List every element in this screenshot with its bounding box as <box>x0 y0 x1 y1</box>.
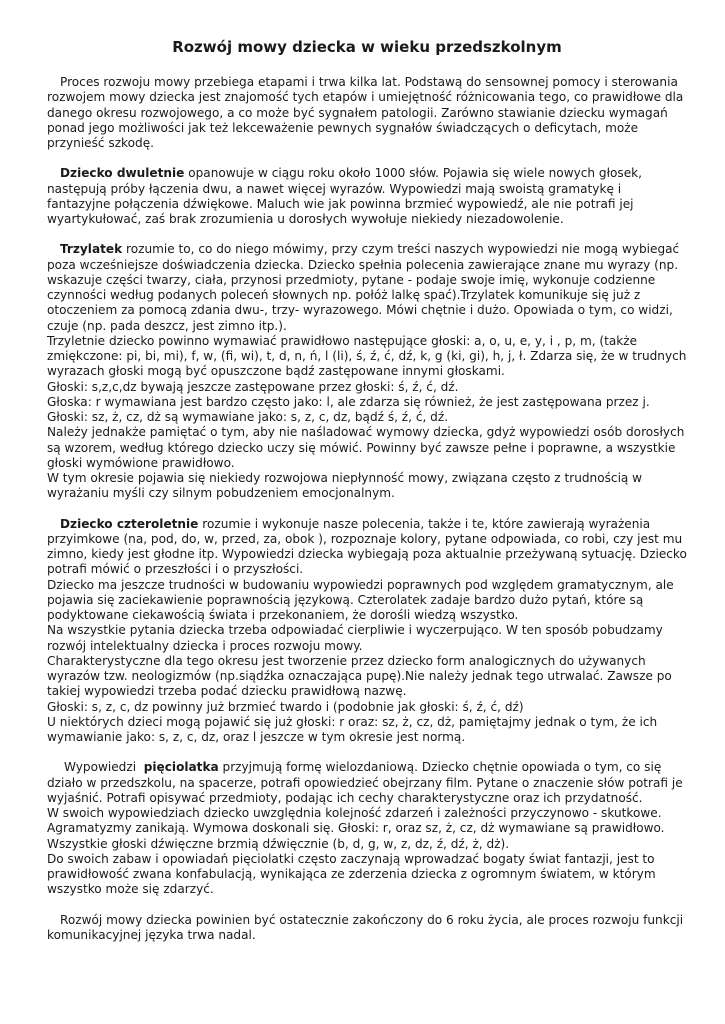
three-year-heading: Trzylatek <box>60 242 123 257</box>
three-year-line: W tym okresie pojawia się niekiedy rozwojowa niepłynność mowy, związana często z trudnością w wyrażaniu myśli czy silnym pobudzeniem emocjonalnym. <box>47 471 643 501</box>
page-title: Rozwój mowy dziecka w wieku przedszkolnym <box>172 38 562 56</box>
three-year-line: Głoska: r wymawiana jest bardzo często jako: l, ale zdarza się również, że jest zastępowana przez j. <box>47 394 650 409</box>
five-year-heading: pięciolatka <box>143 760 219 775</box>
three-year-line: Głoski: s,z,c,dz bywają jeszcze zastępowane przez głoski: ś, ź, ć, dź. <box>47 379 459 394</box>
five-year-line: W swoich wypowiedziach dziecko uwzględnia kolejność zdarzeń i zależności przyczynowo - skutkowe. Agramatyzmy zanikają. Wymowa doskonali się. Głoski: r, oraz sz, ż, cz, dż wymawiane są prawidłowo. Wszystkie głoski dźwięczne brzmią dźwięcznie (b, d, g, w, z, dz, ź, dź, ż, dż). <box>47 806 665 851</box>
four-year-line: Dziecko ma jeszcze trudności w budowaniu wypowiedzi poprawnych pod względem gramatycznym, ale pojawia się zaciekawienie poprawnością językową. Czterolatek zadaje bardzo dużo pytań, które są podyktowane ciekawością świata i przekonaniem, że dorośli wiedzą wszystko. <box>47 577 674 622</box>
five-year-prefix: Wypowiedzi <box>64 760 144 775</box>
four-year-line: Charakterystyczne dla tego okresu jest tworzenie przez dziecko form analogicznych do używanych wyrazów tzw. neologizmów (np.siądźka oznaczająca pupę).Nie należy jednak tego utrwalać. Zawsze po takiej wypowiedzi trzeba podać dziecku prawidłową nazwę. <box>47 653 672 699</box>
three-year-text: rozumie to, co do niego mówimy, przy czym treści naszych wypowiedzi nie mogą wybiegać poza wcześniejsze doświadczenia dziecka. Dziecko spełnia polecenia zawierające znane mu wyrazy (np. wskazuje części twarzy, ciała, przynosi przedmioty, pytane - podaje swoje imię, wykonuje codzienne czynności według podanych poleceń słownych np. połóż lalkę spać).Trzylatek komunikuje się już z otoczeniem za pomocą zdania dwu-, trzy- wyrazowego. Mówi chętnie i dużo. Opowiada o tym, co widzi, czuje (np. pada deszcz, jest zimno itp.). <box>47 242 680 333</box>
four-year-line: U niektórych dzieci mogą pojawić się już głoski: r oraz: sz, ż, cz, dż, pamiętajmy jednak o tym, że ich wymawianie jako: s, z, c, dz, oraz l jeszcze w tym okresie jest normą. <box>47 714 658 744</box>
four-year-heading: Dziecko czteroletnie <box>60 516 199 531</box>
five-year-line: Do swoich zabaw i opowiadań pięciolatki często zaczynają wprowadzać bogaty świat fantazji, jest to prawidłowość zwana konfabulacją, wynikająca ze zderzenia dziecka z ogromnym światem, w którym wszystko może się zdarzyć. <box>47 851 656 897</box>
paragraph-gap <box>47 898 687 913</box>
paragraph-gap <box>47 227 687 242</box>
intro-paragraph: Proces rozwoju mowy przebiega etapami i trwa kilka lat. Podstawą do sensownej pomocy i sterowania rozwojem mowy dziecka jest znajomość tych etapów i umiejętność różnicowania tego, co prawidłowe dla danego okresu rozwojowego, a co może być sygnałem patologii. Zarówno stawianie dziecku wymagań ponad jego możliwości jak też lekceważenie pewnych sygnałów świadczących o deficytach, może przynieść szkodę. <box>47 75 684 150</box>
three-year-line: Należy jednakże pamiętać o tym, aby nie naśladować wymowy dziecka, gdyż wypowiedzi osób dorosłych są wzorem, według którego dziecko uczy się mówić. Powinny być zawsze pełne i poprawne, a wszystkie głoski wymówione prawidłowo. <box>47 425 685 470</box>
paragraph-gap <box>47 151 687 166</box>
two-year-text: opanowuje w ciągu roku około 1000 słów. Pojawia się wiele nowych głosek, następują próby łączenia dwu, a nawet więcej wyrazów. Wypowiedzi mają swoistą gramatykę i fantazyjne połączenia dźwiękowe. Maluch wie jak powinna brzmieć wypowiedź, ale nie potrafi jej wyartykułować, zaś brak zrozumienia u dorosłych wywołuje niekiedy niezadowolenie. <box>47 166 643 226</box>
paragraph-gap <box>47 745 687 760</box>
four-year-line: Głoski: s, z, c, dz powinny już brzmieć twardo i (podobnie jak głoski: ś, ź, ć, dź) <box>47 699 524 714</box>
paragraph-gap <box>47 502 687 517</box>
four-year-text: rozumie i wykonuje nasze polecenia, także i te, które zawierają wyrażenia przyimkowe (na, pod, do, w, przed, za, obok ), rozpoznaje kolory, pytane odpowiada, co robi, czy jest mu zimno, kiedy jest głodne itp. Wypowiedzi dziecka wybiegają poza aktualnie przeżywaną sytuację. Dziecko potrafi mówić o przeszłości i o przyszłości. <box>47 516 687 577</box>
five-year-paragraph <box>47 760 687 806</box>
three-year-paragraph <box>47 242 687 334</box>
two-year-heading: Dziecko dwuletnie <box>60 166 185 181</box>
two-year-paragraph <box>47 166 687 227</box>
three-year-line: Głoski: sz, ż, cz, dż są wymawiane jako: s, z, c, dz, bądź ś, ź, ć, dź. <box>47 410 449 424</box>
three-year-line: Trzyletnie dziecko powinno wymawiać prawidłowo następujące głoski: a, o, u, e, y, i , p, m, (także zmiękczone: pi, bi, mi), f, w, (fi, wi), t, d, n, ń, l (li), ś, ź, ć, dź, k, g (ki, gi), h, j, ł. Zdarza się, że w trudnych wyrazach głoski mogą być opuszczone bądź zastępowane innymi głoskami. <box>47 333 687 379</box>
conclusion-paragraph: Rozwój mowy dziecka powinien być ostatecznie zakończony do 6 roku życia, ale proces rozwoju funkcji komunikacyjnej języka trwa nadal. <box>47 912 684 942</box>
four-year-paragraph <box>47 517 687 578</box>
document-page <box>47 38 687 943</box>
five-year-text: przyjmują formę wielozdaniową. Dziecko chętnie opowiada o tym, co się działo w przedszkolu, na spacerze, potrafi opowiedzieć obejrzany film. Pytane o znaczenie słów potrafi je wyjaśnić. Potrafi opisywać przedmioty, podając ich cechy charakterystyczne oraz ich przydatność. <box>47 760 683 805</box>
four-year-line: Na wszystkie pytania dziecka trzeba odpowiadać cierpliwie i wyczerpująco. W ten sposób pobudzamy rozwój intelektualny dziecka i proces rozwoju mowy. <box>47 623 663 653</box>
